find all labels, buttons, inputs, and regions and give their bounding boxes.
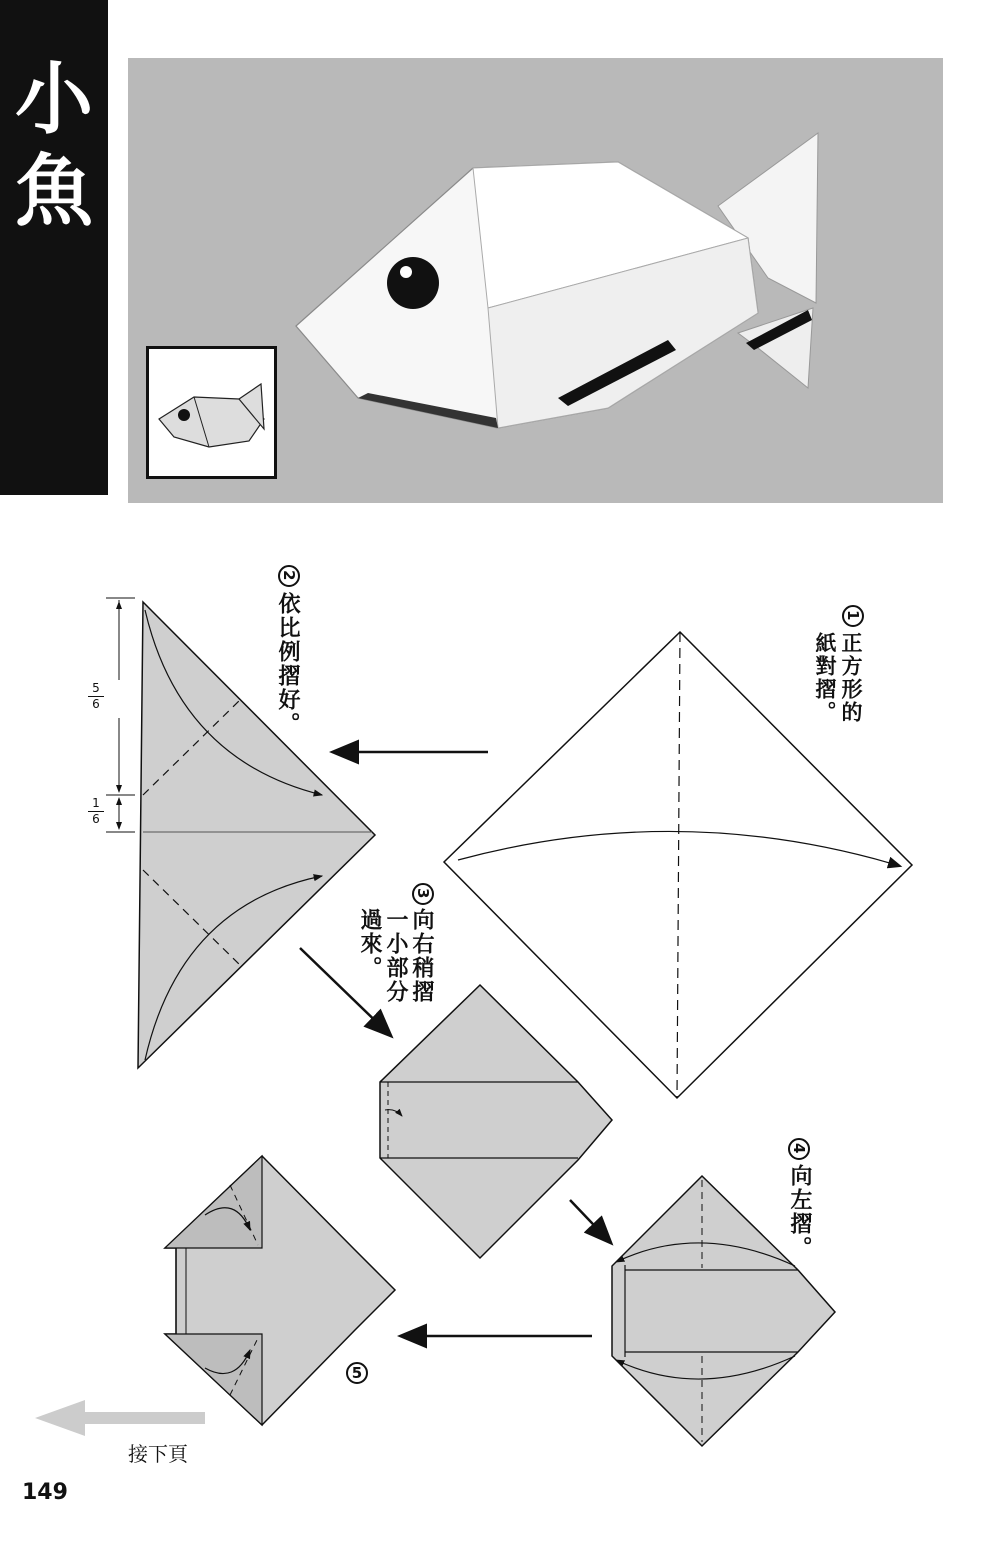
step1-text: 正方形的紙對摺。	[813, 632, 863, 724]
title-char-1: 小	[14, 55, 93, 145]
step3-number: 3	[412, 883, 434, 905]
fraction-bottom-denominator: 6	[92, 812, 100, 826]
next-page-label[interactable]: 接下頁	[128, 1442, 188, 1466]
fraction-top-numerator: 5	[92, 681, 100, 695]
step2-text: 依比例摺好。	[275, 592, 300, 736]
step1-label	[840, 605, 866, 631]
next-page-arrow-icon	[35, 1400, 205, 1436]
step2-diagram	[106, 598, 375, 1068]
step4-text: 向左摺。	[787, 1164, 812, 1260]
step1-number: 1	[842, 605, 864, 627]
title-char-2: 魚	[14, 147, 93, 237]
fraction-bottom-numerator: 1	[92, 796, 100, 810]
step5-diagram	[165, 1156, 395, 1425]
arrow-step3-to-4	[570, 1200, 610, 1242]
step5-number: 5	[346, 1362, 368, 1384]
fraction-top-denominator: 6	[92, 697, 100, 711]
fraction-five-sixths	[88, 682, 104, 711]
step3-text: 向右稍摺一小部分過來。	[357, 908, 434, 1004]
step2-label	[276, 565, 302, 591]
step2-number: 2	[278, 565, 300, 587]
step4-label	[786, 1138, 812, 1164]
step3-diagram	[380, 985, 612, 1258]
step3-label	[410, 883, 436, 909]
page-number: 149	[22, 1480, 68, 1505]
fraction-one-sixth	[88, 797, 104, 826]
step4-number: 4	[788, 1138, 810, 1160]
